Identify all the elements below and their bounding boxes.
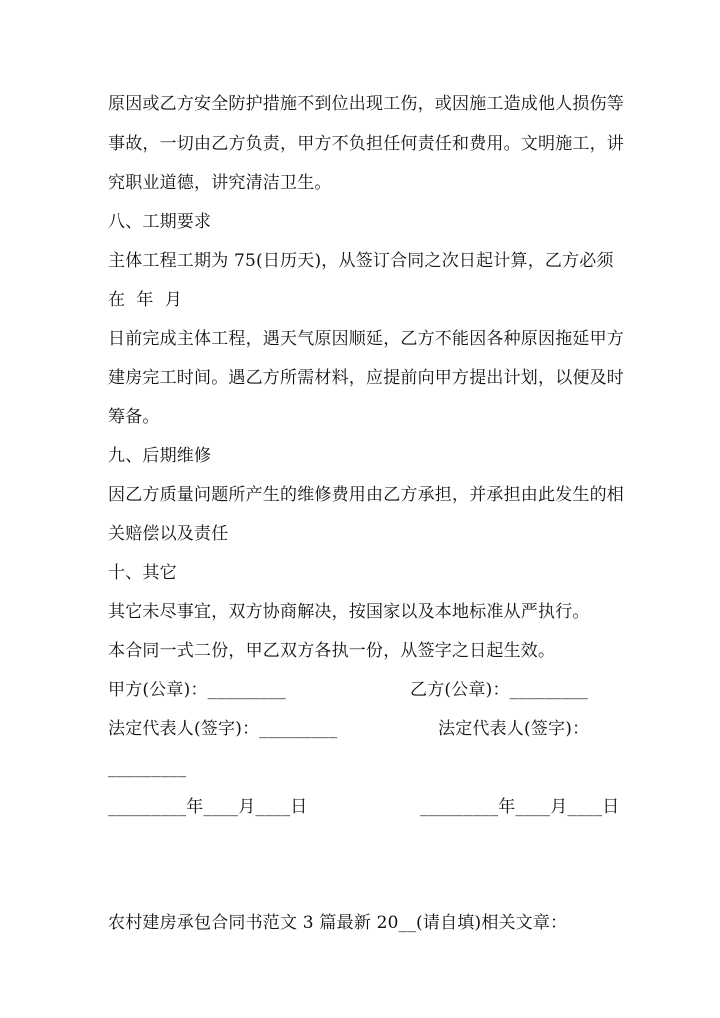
party-a-date: _________年____月____日 — [108, 797, 308, 817]
related-articles-footer: 农村建房承包合同书范文 3 篇最新 20__(请自填)相关文章： — [108, 913, 568, 933]
section-heading-other: 十、其它 — [108, 563, 177, 583]
paragraph-line: 在 年 月 — [108, 290, 183, 310]
paragraph-line: 事故，一切由乙方负责，甲方不负担任何责任和费用。文明施工，讲 — [108, 134, 624, 154]
paragraph-line: 因乙方质量问题所产生的维修费用由乙方承担，并承担由此发生的相 — [108, 485, 624, 505]
paragraph-line: 原因或乙方安全防护措施不到位出现工伤，或因施工造成他人损伤等 — [108, 94, 624, 114]
section-heading-maintenance: 九、后期维修 — [108, 446, 212, 466]
paragraph-line: 主体工程工期为 75(日历天)，从签订合同之次日起计算，乙方必须 — [108, 251, 614, 271]
party-b-date: _________年____月____日 — [420, 797, 620, 817]
section-heading-schedule: 八、工期要求 — [108, 212, 212, 232]
party-a-seal: 甲方(公章)：_________ — [108, 680, 286, 700]
paragraph-line: 筹备。 — [108, 407, 160, 427]
party-b-seal: 乙方(公章)：_________ — [410, 680, 588, 700]
paragraph-line: 关赔偿以及责任 — [108, 524, 229, 544]
paragraph-line: 日前完成主体工程，遇天气原因顺延，乙方不能因各种原因拖延甲方 — [108, 329, 624, 349]
party-a-representative: 法定代表人(签字)：_________ — [108, 719, 338, 739]
paragraph-line: 建房完工时间。遇乙方所需材料，应提前向甲方提出计划，以便及时 — [108, 368, 624, 388]
paragraph-line: 本合同一式二份，甲乙双方各执一份，从签字之日起生效。 — [108, 641, 556, 661]
party-b-representative-line: _________ — [108, 758, 187, 778]
paragraph-line: 其它未尽事宜，双方协商解决，按国家以及本地标准从严执行。 — [108, 602, 590, 622]
party-b-representative: 法定代表人(签字)： — [438, 719, 590, 739]
paragraph-line: 究职业道德，讲究清洁卫生。 — [108, 173, 332, 193]
